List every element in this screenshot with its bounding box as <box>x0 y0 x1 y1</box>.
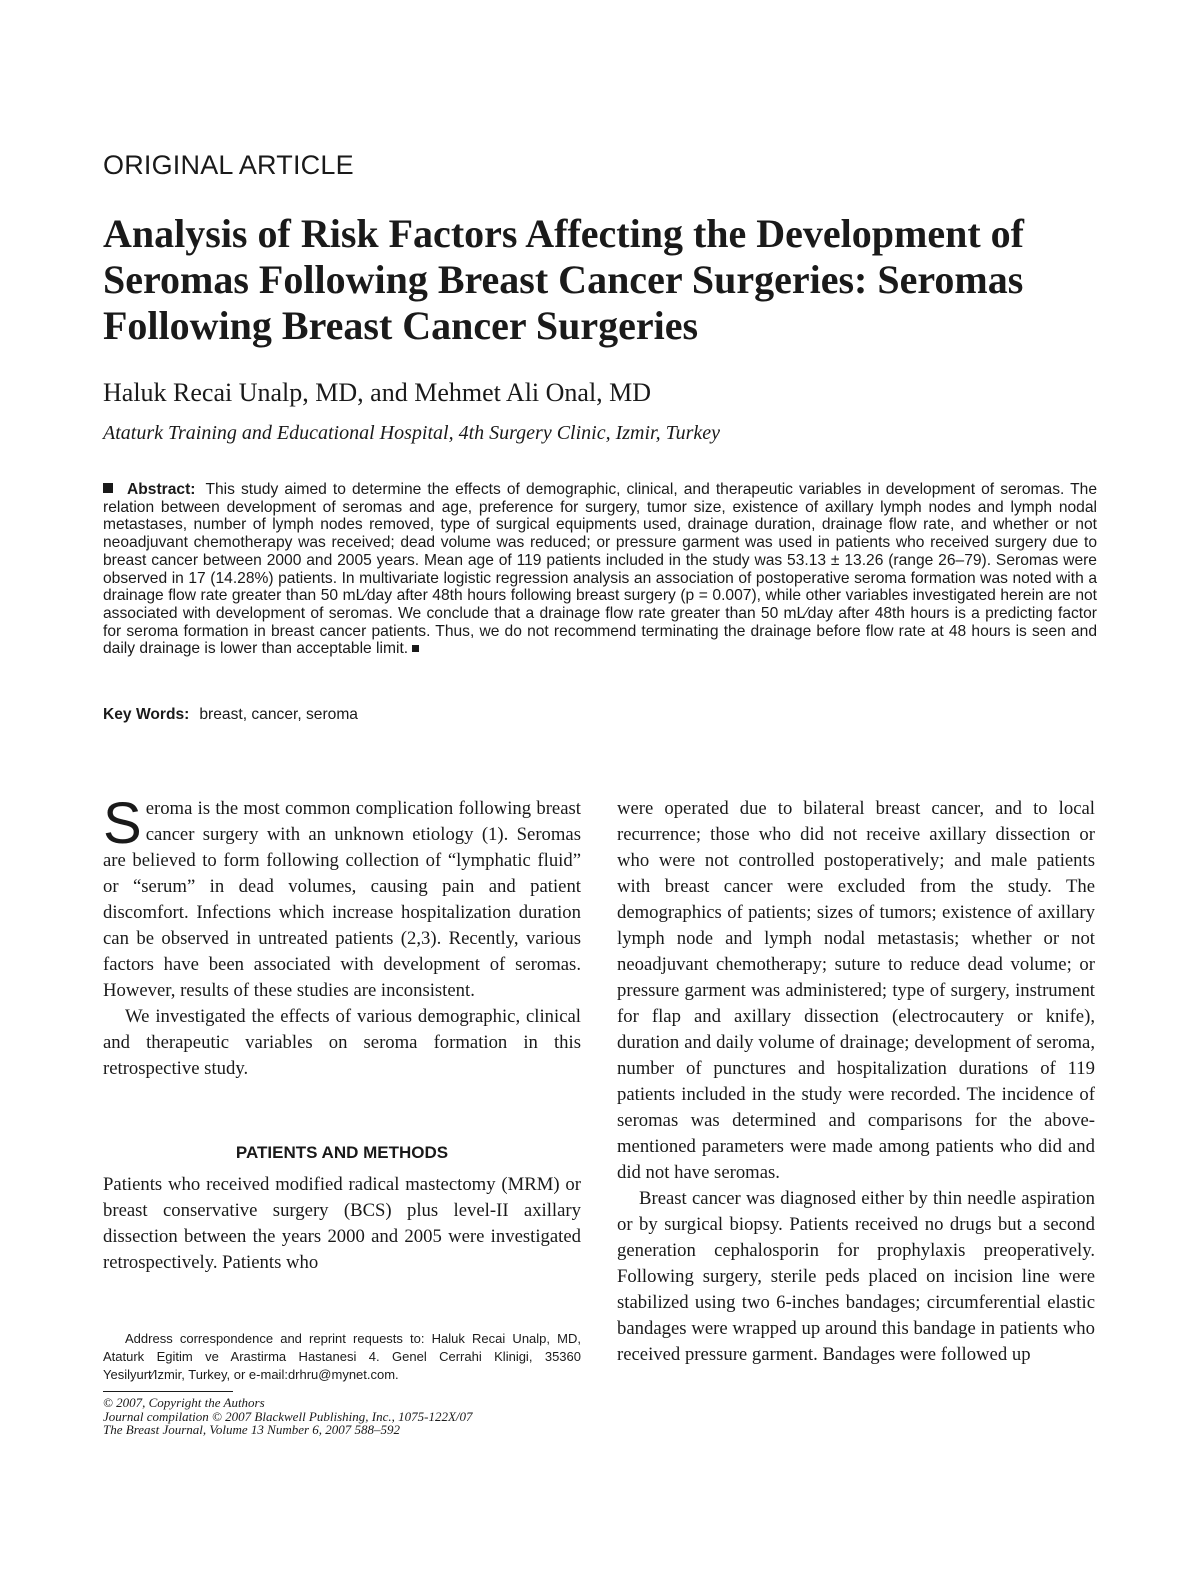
right-paragraph-2: Breast cancer was diagnosed either by thin needle aspiration or by surgical biopsy. Patients received no drugs but a second generation cephalosporin for prophylaxis preoperatively. Following surgery, sterile peds placed on incision line were stabilized using two 6-inches bandages; circumferential elastic bandages were wrapped up around this bandage in patients who received pressure garment. Bandages were followed up <box>617 1188 1095 1365</box>
affiliation: Ataturk Training and Educational Hospital, 4th Surgery Clinic, Izmir, Turkey <box>103 422 721 444</box>
right-paragraph-1: were operated due to bilateral breast cancer, and to local recurrence; those who did not receive axillary dissection or who were not controlled postoperatively; and male patients with breast cancer were excluded from the study. The demographics of patients; sizes of tumors; existence of axillary lymph node and lymph nodal metastasis; whether or not neoadjuvant chemotherapy; suture to reduce dead volume; or pressure garment was administered; type of surgery, instrument for flap and axillary dissection (electrocautery or knife), duration and daily volume of drainage; development of seroma, number of punctures and hospitalization durations of 119 patients included in the study were recorded. The incidence of seromas was determined and comparisons for the above-mentioned parameters were made among patients who did and did not have seromas. <box>617 798 1095 1183</box>
journal-compilation-line: Journal compilation © 2007 Blackwell Publishing, Inc., 1075-122X/07 <box>103 1408 473 1424</box>
journal-citation-line: The Breast Journal, Volume 13 Number 6, 2007 588–592 <box>103 1422 401 1437</box>
article-title: Analysis of Risk Factors Affecting the Development of Seromas Following Breast Cancer Surgeries: Seromas Following Breast Cancer Surgeries <box>103 211 1024 348</box>
intro-paragraph-1-text: eroma is the most common complication following breast cancer surgery with an unknown etiology (1). Seromas are believed to form following collection of “lymphatic fluid” or “serum” in dead volumes, causing pain and patient discomfort. Infections which increase hospitalization duration can be observed in untreated patients (2,3). Recently, various factors have been associated with development of seromas. However, results of these studies are inconsistent. <box>103 798 581 1001</box>
intro-paragraph-1 <box>103 791 581 1004</box>
methods-paragraph-1: Patients who received modified radical mastectomy (MRM) or breast conservative surgery (BCS) plus level-II axillary dissection between the years 2000 and 2005 were investigated retrospectively. Patients who <box>103 1174 581 1273</box>
abstract-text: This study aimed to determine the effects of demographic, clinical, and therapeutic variables in development of seromas. The relation between development of seromas and age, preference for surgery, tumor size, existence of axillary lymph nodes and lymph nodal metastases, number of lymph nodes removed, type of surgical equipments used, drainage duration, drainage flow rate, and whether or not neoadjuvant chemotherapy was received; dead volume was reduced; or pressure garment was used in patients who received surgery due to breast cancer between 2000 and 2005 years. Mean age of 119 patients included in the study was 53.13 ± 13.26 (range 26–79). Seromas were observed in 17 (14.28%) patients. In multivariate logistic regression analysis an association of postoperative seroma formation was noted with a drainage flow rate greater than 50 mL⁄day after 48th hours following breast surgery (p = 0.007), while other variables investigated herein are not associated with development of seromas. We conclude that a drainage flow rate greater than 50 mL⁄day after 48th hours is a predicting factor for seroma formation in breast cancer patients. Thus, we do not recommend terminating the drainage before flow rate at 48 hours is seen and daily drainage is lower than acceptable limit. <box>103 481 1097 658</box>
drop-cap: S <box>103 791 142 856</box>
end-square-icon <box>412 645 419 652</box>
methods-heading: PATIENTS AND METHODS <box>235 1143 449 1162</box>
intro-paragraph-2: We investigated the effects of various demographic, clinical and therapeutic variables on seroma formation in this retrospective study. <box>103 1006 581 1079</box>
copyright-line: © 2007, Copyright the Authors <box>103 1395 265 1410</box>
authors: Haluk Recai Unalp, MD, and Mehmet Ali Onal, MD <box>103 378 652 407</box>
correspondence-footnote: Address correspondence and reprint requests to: Haluk Recai Unalp, MD, Ataturk Egitim ve Arastirma Hastanesi 4. Genel Cerrahi Klinigi, 35360 Yesilyurt⁄Izmir, Turkey, or e-mail:drhru@mynet.com. <box>103 1331 581 1382</box>
square-bullet-icon <box>103 483 113 493</box>
keywords-text: breast, cancer, seroma <box>199 706 358 723</box>
right-column <box>617 796 1095 1368</box>
keywords <box>103 706 358 724</box>
keywords-label: Key Words: <box>103 706 190 723</box>
section-label: ORIGINAL ARTICLE <box>103 150 354 180</box>
left-column <box>103 791 581 1276</box>
abstract-label: Abstract: <box>127 481 196 498</box>
footnote-divider <box>103 1391 233 1392</box>
copyright-block <box>103 1396 581 1437</box>
abstract <box>103 481 1097 658</box>
